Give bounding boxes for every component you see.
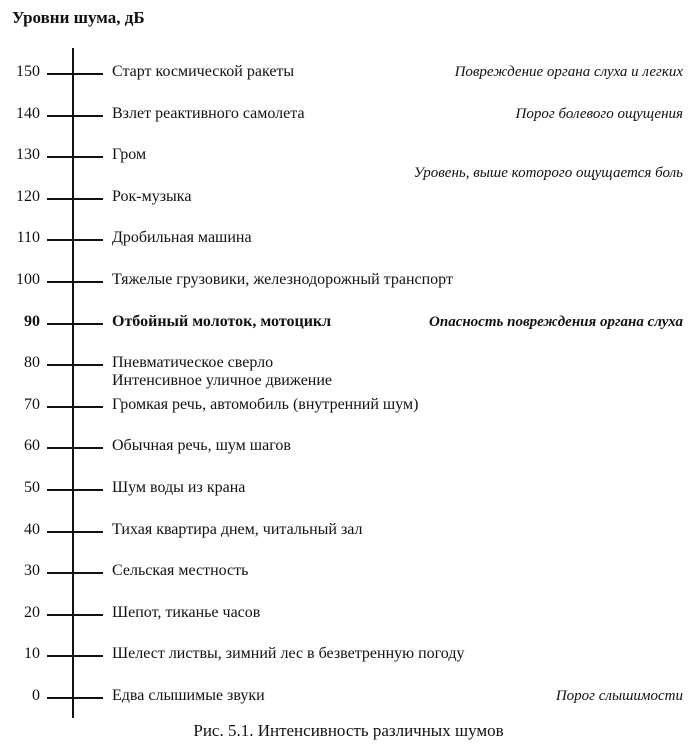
noise-source: Шум воды из крана xyxy=(112,479,246,496)
level-value: 60 xyxy=(24,437,40,454)
level-tick xyxy=(47,531,103,533)
noise-source: Сельская местность xyxy=(112,562,249,579)
level-tick xyxy=(47,156,103,158)
level-tick xyxy=(47,614,103,616)
noise-source: Пневматическое сверло xyxy=(112,354,274,371)
level-tick xyxy=(47,489,103,491)
level-tick xyxy=(47,697,103,699)
level-value: 120 xyxy=(16,188,40,205)
level-row xyxy=(0,312,697,332)
level-tick xyxy=(47,198,103,200)
noise-source: Отбойный молоток, мотоцикл xyxy=(112,313,332,330)
level-value: 20 xyxy=(24,604,40,621)
traffic-note: Интенсивное уличное движение xyxy=(112,372,333,389)
level-value: 50 xyxy=(24,479,40,496)
noise-source: Старт космической ракеты xyxy=(112,63,295,80)
level-value: 80 xyxy=(24,354,40,371)
figure-title: Уровни шума, дБ xyxy=(12,8,145,27)
level-value: 90 xyxy=(24,313,40,330)
level-value: 70 xyxy=(24,396,40,413)
level-row xyxy=(0,395,697,415)
noise-source: Тихая квартира днем, читальный зал xyxy=(112,521,363,538)
level-tick xyxy=(47,364,103,366)
level-row xyxy=(0,270,697,290)
noise-source: Рок-музыка xyxy=(112,188,192,205)
level-tick xyxy=(47,73,103,75)
level-value: 30 xyxy=(24,562,40,579)
hearing-effect: Опасность повреждения органа слуха xyxy=(429,314,683,330)
level-value: 110 xyxy=(16,229,40,246)
noise-source: Шепот, тиканье часов xyxy=(112,604,261,621)
level-row xyxy=(0,520,697,540)
hearing-effect: Повреждение органа слуха и легких xyxy=(454,64,683,80)
level-row xyxy=(0,561,697,581)
level-row xyxy=(0,436,697,456)
level-value: 140 xyxy=(16,105,40,122)
level-row xyxy=(0,104,697,124)
level-value: 150 xyxy=(16,63,40,80)
noise-source: Едва слышимые звуки xyxy=(112,687,265,704)
noise-source: Громкая речь, автомобиль (внутренний шум) xyxy=(112,396,419,413)
noise-source: Тяжелые грузовики, железнодорожный транспорт xyxy=(112,271,453,288)
level-tick xyxy=(47,655,103,657)
level-row xyxy=(0,228,697,248)
level-tick xyxy=(47,447,103,449)
level-row xyxy=(0,62,697,82)
level-row xyxy=(0,686,697,706)
noise-source: Взлет реактивного самолета xyxy=(112,105,305,122)
hearing-effect: Порог слышимости xyxy=(555,688,683,704)
level-row xyxy=(0,644,697,664)
level-tick xyxy=(47,239,103,241)
level-row xyxy=(0,603,697,623)
level-row xyxy=(0,145,697,165)
figure-caption: Рис. 5.1. Интенсивность различных шумов xyxy=(193,721,504,740)
noise-source: Обычная речь, шум шагов xyxy=(112,437,291,454)
hearing-effect: Порог болевого ощущения xyxy=(515,106,683,122)
level-value: 0 xyxy=(32,687,40,704)
level-value: 130 xyxy=(16,146,40,163)
level-tick xyxy=(47,572,103,574)
level-row xyxy=(0,353,697,373)
level-tick xyxy=(47,323,103,325)
level-row xyxy=(0,187,697,207)
noise-source: Шелест листвы, зимний лес в безветренную погоду xyxy=(112,645,465,662)
pain-level-note: Уровень, выше которого ощущается боль xyxy=(413,165,683,181)
level-row xyxy=(0,478,697,498)
level-value: 10 xyxy=(24,645,40,662)
level-value: 100 xyxy=(16,271,40,288)
level-tick xyxy=(47,406,103,408)
level-tick xyxy=(47,281,103,283)
level-tick xyxy=(47,115,103,117)
level-value: 40 xyxy=(24,521,40,538)
noise-source: Гром xyxy=(112,146,147,163)
noise-source: Дробильная машина xyxy=(112,229,252,246)
